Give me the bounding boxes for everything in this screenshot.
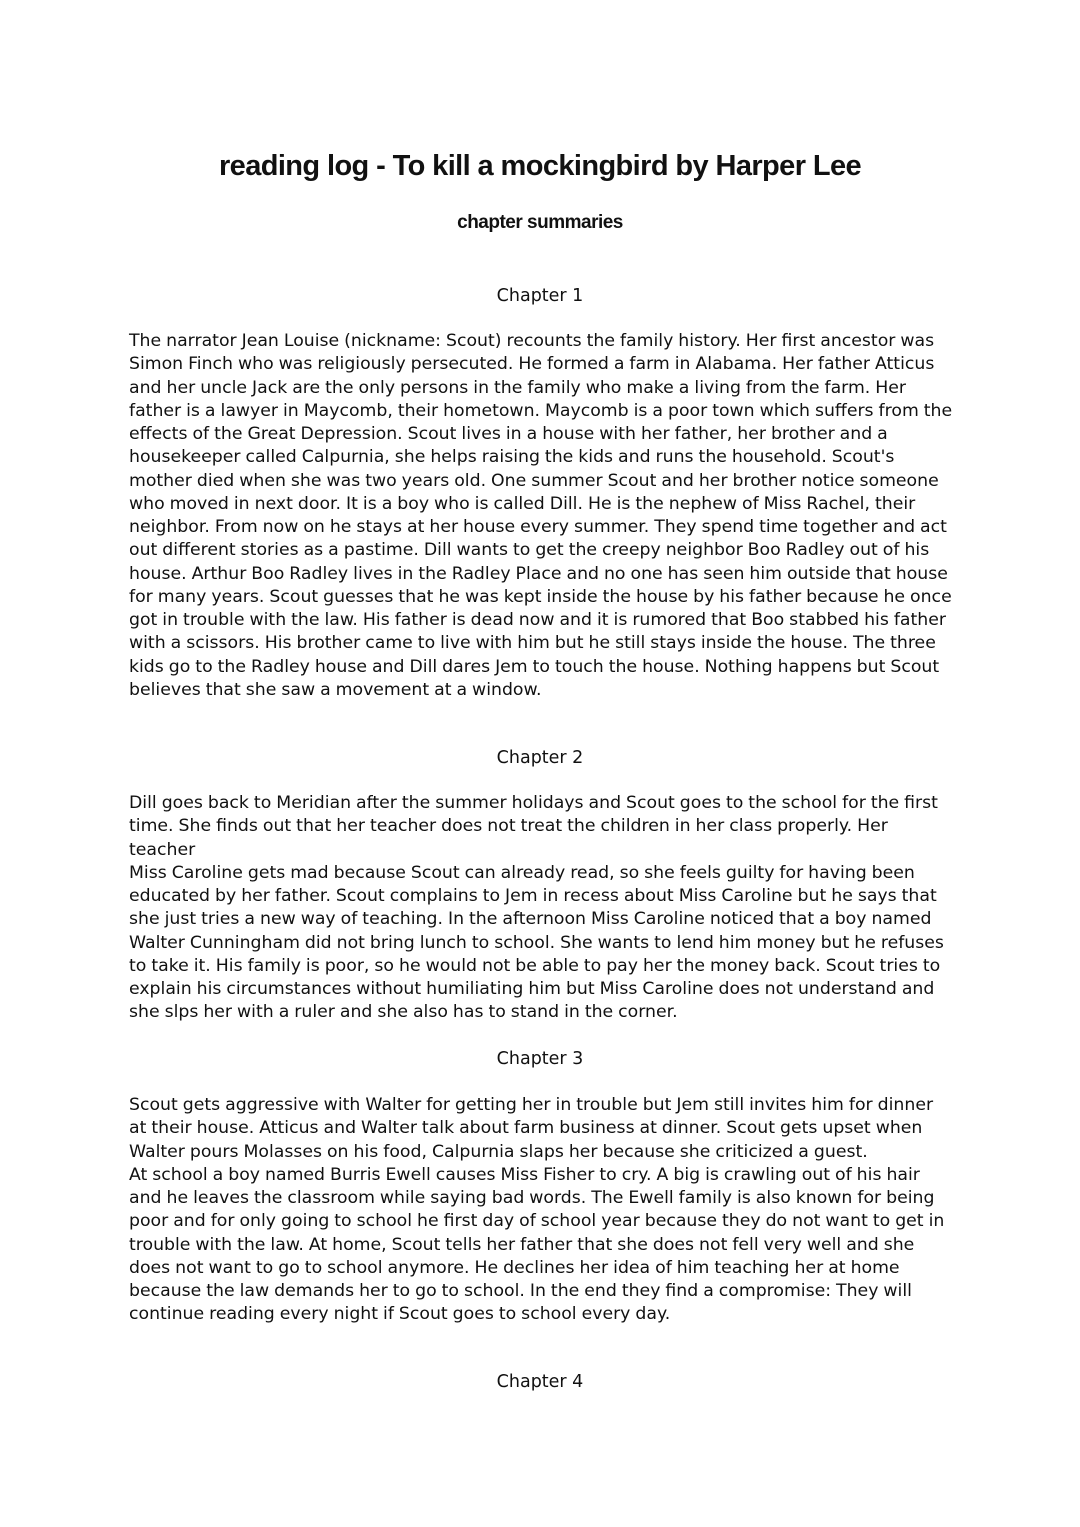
document-subtitle: chapter summaries (457, 212, 623, 233)
chapter-summary: Dill goes back to Meridian after the summer holidays and Scout goes to the school for the first time. She finds out that her teacher does not treat the children in her class properly. Her teacher Miss Caroline gets mad because Scout can already read, so she feels guilty for having been educated by her father. Scout complains to Jem in recess about Miss Caroline but he says that she just tries a new way of teaching. In the afternoon Miss Caroline noticed that a boy named Walter Cunningham did not bring lunch to school. She wants to lend him money but he refuses to take it. His family is poor, so he would not be able to pay her the money back. Scout tries to explain his circumstances without humiliating him but Miss Caroline does not understand and she slps her with a ruler and she also has to stand in the corner. (129, 793, 944, 1023)
chapter-heading: Chapter 1 (496, 286, 584, 306)
chapter-heading: Chapter 3 (496, 1049, 584, 1069)
chapter-summary: The narrator Jean Louise (nickname: Scout) recounts the family history. Her first ancestor was Simon Finch who was religiously persecuted. He formed a farm in Alabama. Her father Atticus and her uncle Jack are the only persons in the family who make a living from the farm. Her father is a lawyer in Maycomb, their hometown. Maycomb is a poor town which suffers from the effects of the Great Depression. Scout lives in a house with her father, her brother and a housekeeper called Calpurnia, she helps raising the kids and runs the household. Scout's mother died when she was two years old. One summer Scout and her brother notice someone who moved in next door. It is a boy who is called Dill. He is the nephew of Miss Rachel, their neighbor. From now on he stays at her house every summer. They spend time together and act out different stories as a pastime. Dill wants to get the creepy neighbor Boo Radley out of his house. Arthur Boo Radley lives in the Radley Place and no one has seen him outside that house for many years. Scout guesses that he was kept inside the house by his father because he once got in trouble with the law. His father is dead now and it is rumored that Boo stabbed his father with a scissors. His brother came to live with him but he still stays inside the house. The three kids go to the Radley house and Dill dares Jem to touch the house. Nothing happens but Scout believes that she saw a movement at a window. (129, 331, 953, 700)
chapter-summary: Scout gets aggressive with Walter for getting her in trouble but Jem still invites him for dinner at their house. Atticus and Walter talk about farm business at dinner. Scout gets upset when Walter pours Molasses on his food, Calpurnia slaps her because she criticized a guest. At school a boy named Burris Ewell causes Miss Fisher to cry. A big is crawling out of his hair and he leaves the classroom while saying bad words. The Ewell family is also known for being poor and for only going to school he first day of school year because they do not want to get in trouble with the law. At home, Scout tells her father that she does not fell very well and she does not want to go to school anymore. He declines her idea of him teaching her at home because the law demands her to go to school. In the end they find a compromise: They will continue reading every night if Scout goes to school every day. (129, 1095, 945, 1325)
document-title: reading log - To kill a mockingbird by Harper Lee (218, 150, 862, 182)
chapter-heading: Chapter 2 (496, 748, 584, 768)
chapter-heading: Chapter 4 (496, 1372, 584, 1392)
